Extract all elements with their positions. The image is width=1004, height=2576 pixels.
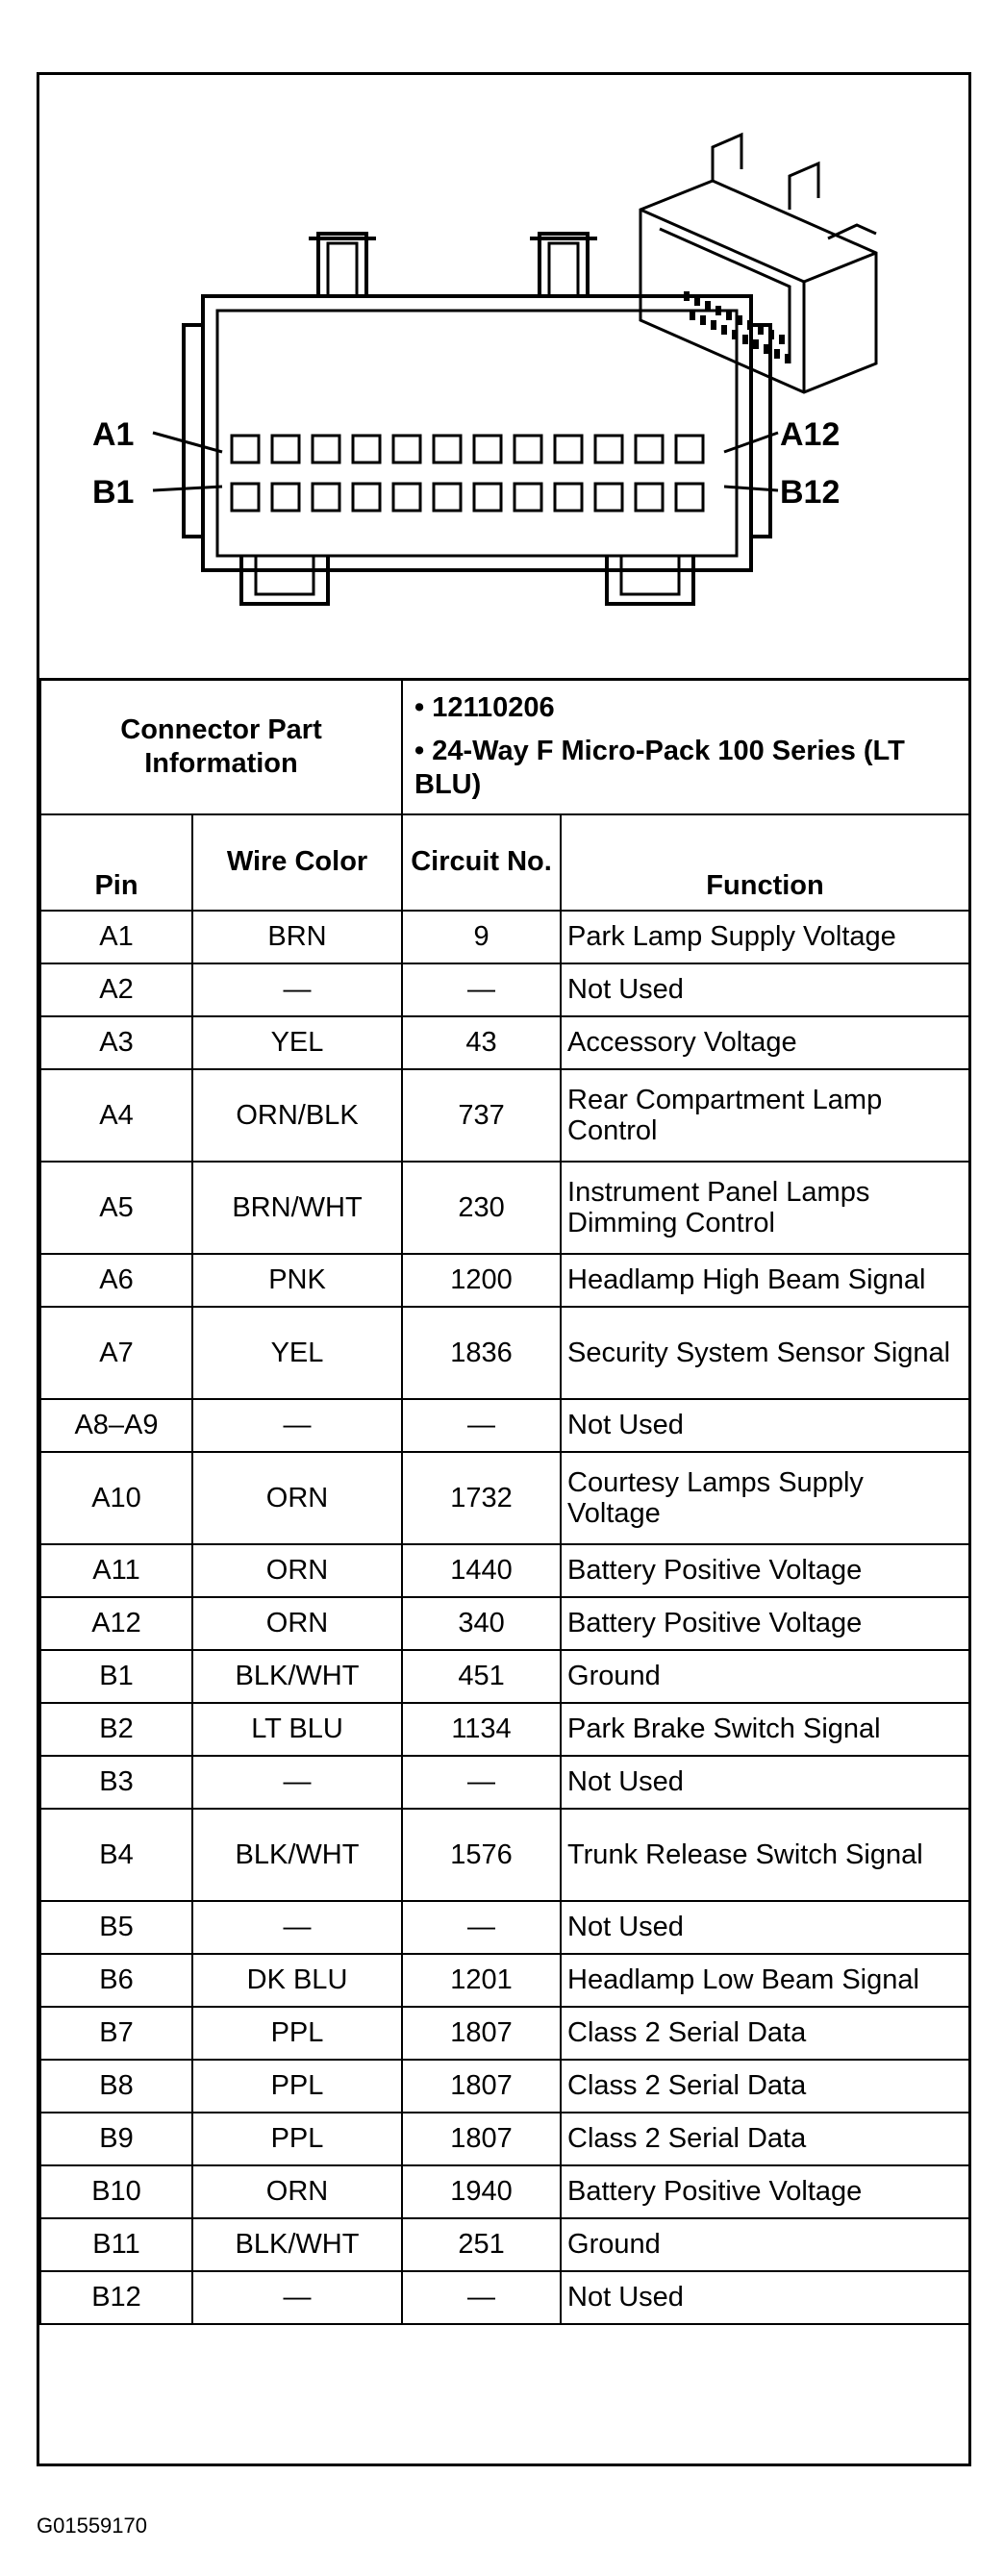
pin-cavity	[232, 436, 259, 463]
cell-wire-color: BLK/WHT	[192, 1809, 402, 1901]
connector-diagram	[39, 75, 968, 681]
connector-pinout-table	[39, 678, 970, 2325]
connector-face-drawing	[39, 75, 968, 678]
cell-function: Ground	[561, 2218, 969, 2271]
cell-pin: B10	[40, 2165, 192, 2218]
cell-function: Security System Sensor Signal	[561, 1307, 969, 1399]
iso-pin-cavity	[779, 335, 785, 344]
table-row	[40, 1069, 969, 1162]
iso-pin-cavity	[764, 344, 769, 354]
iso-pin-cavity	[726, 311, 732, 320]
table-row	[40, 1399, 969, 1452]
cell-wire-color: BRN/WHT	[192, 1162, 402, 1254]
cell-wire-color: PPL	[192, 2060, 402, 2113]
cell-pin: A7	[40, 1307, 192, 1399]
cell-circuit-no: 1201	[402, 1954, 561, 2007]
cell-wire-color: —	[192, 1399, 402, 1452]
table-row	[40, 1954, 969, 2007]
pin-label-b12: B12	[780, 474, 841, 511]
pin-label-b1: B1	[92, 474, 135, 511]
cell-circuit-no: 1807	[402, 2113, 561, 2165]
cell-pin: A10	[40, 1452, 192, 1544]
pin-cavity	[636, 436, 663, 463]
figure-id: G01559170	[37, 2513, 147, 2538]
pin-cavity	[595, 436, 622, 463]
cell-function: Not Used	[561, 2271, 969, 2324]
table-row	[40, 2007, 969, 2060]
cell-pin: B5	[40, 1901, 192, 1954]
cell-circuit-no: 230	[402, 1162, 561, 1254]
iso-pin-cavity	[700, 315, 706, 325]
pin-cavity	[515, 436, 541, 463]
cell-wire-color: LT BLU	[192, 1703, 402, 1756]
table-row	[40, 1809, 969, 1901]
pin-cavity	[595, 484, 622, 511]
cell-wire-color: —	[192, 1756, 402, 1809]
pin-cavity	[393, 436, 420, 463]
cell-wire-color: DK BLU	[192, 1954, 402, 2007]
cell-function: Battery Positive Voltage	[561, 2165, 969, 2218]
iso-pin-cavity	[705, 301, 711, 311]
cell-function: Park Lamp Supply Voltage	[561, 911, 969, 963]
pin-cavity	[313, 436, 339, 463]
connector-part-number: • 12110206	[414, 692, 555, 724]
cell-circuit-no: 251	[402, 2218, 561, 2271]
cell-pin: A12	[40, 1597, 192, 1650]
cell-function: Not Used	[561, 963, 969, 1016]
cell-wire-color: —	[192, 1901, 402, 1954]
pin-cavity	[272, 484, 299, 511]
cell-pin: A6	[40, 1254, 192, 1307]
iso-pin-cavity	[737, 315, 742, 325]
table-row	[40, 1254, 969, 1307]
table-row	[40, 911, 969, 963]
pin-cavity	[272, 436, 299, 463]
table-row	[40, 1756, 969, 1809]
pin-cavity	[676, 436, 703, 463]
cell-pin: B11	[40, 2218, 192, 2271]
cell-function: Ground	[561, 1650, 969, 1703]
table-row	[40, 1016, 969, 1069]
cell-wire-color: —	[192, 2271, 402, 2324]
table-header-row	[40, 814, 969, 911]
cell-circuit-no: 9	[402, 911, 561, 963]
cell-circuit-no: 1807	[402, 2060, 561, 2113]
cell-circuit-no: 43	[402, 1016, 561, 1069]
pin-label-a12: A12	[780, 416, 841, 453]
table-row	[40, 1901, 969, 1954]
cell-function: Not Used	[561, 1901, 969, 1954]
cell-pin: A1	[40, 911, 192, 963]
cell-wire-color: ORN/BLK	[192, 1069, 402, 1162]
pin-cavity	[555, 484, 582, 511]
pin-cavity	[474, 484, 501, 511]
table-row	[40, 1307, 969, 1399]
cell-circuit-no: —	[402, 1901, 561, 1954]
cell-pin: A5	[40, 1162, 192, 1254]
iso-pin-cavity	[694, 296, 700, 306]
pin-cavity	[555, 436, 582, 463]
header-circuit-no: Circuit No.	[402, 814, 561, 911]
cell-circuit-no: 1134	[402, 1703, 561, 1756]
cell-function: Class 2 Serial Data	[561, 2113, 969, 2165]
cell-wire-color: ORN	[192, 1544, 402, 1597]
cell-circuit-no: 1807	[402, 2007, 561, 2060]
cell-circuit-no: 1940	[402, 2165, 561, 2218]
cell-wire-color: PPL	[192, 2113, 402, 2165]
table-row	[40, 1597, 969, 1650]
cell-pin: B3	[40, 1756, 192, 1809]
cell-pin: B6	[40, 1954, 192, 2007]
iso-pin-cavity	[747, 320, 753, 330]
table-row	[40, 2271, 969, 2324]
cell-circuit-no: 1200	[402, 1254, 561, 1307]
iso-pin-cavity	[690, 311, 695, 320]
cell-pin: B7	[40, 2007, 192, 2060]
cell-function: Not Used	[561, 1399, 969, 1452]
cell-wire-color: ORN	[192, 2165, 402, 2218]
iso-pin-cavity	[774, 349, 780, 359]
cell-function: Courtesy Lamps Supply Voltage	[561, 1452, 969, 1544]
table-row	[40, 2165, 969, 2218]
cell-pin: A2	[40, 963, 192, 1016]
table-row	[40, 1162, 969, 1254]
cell-circuit-no: 451	[402, 1650, 561, 1703]
cell-circuit-no: —	[402, 963, 561, 1016]
cell-function: Headlamp Low Beam Signal	[561, 1954, 969, 2007]
cell-wire-color: ORN	[192, 1452, 402, 1544]
cell-pin: B2	[40, 1703, 192, 1756]
pin-cavity	[434, 436, 461, 463]
cell-pin: B4	[40, 1809, 192, 1901]
iso-pin-cavity	[768, 330, 774, 339]
pin-label-a1: A1	[92, 416, 135, 453]
cell-function: Trunk Release Switch Signal	[561, 1809, 969, 1901]
cell-function: Headlamp High Beam Signal	[561, 1254, 969, 1307]
cell-wire-color: BLK/WHT	[192, 2218, 402, 2271]
cell-pin: A8–A9	[40, 1399, 192, 1452]
iso-pin-cavity	[785, 354, 791, 363]
cell-wire-color: BRN	[192, 911, 402, 963]
cell-circuit-no: 1576	[402, 1809, 561, 1901]
pin-cavity	[515, 484, 541, 511]
connector-description: • 24-Way F Micro-Pack 100 Series (LT BLU)	[414, 736, 905, 800]
table-row	[40, 2113, 969, 2165]
cell-function: Instrument Panel Lamps Dimming Control	[561, 1162, 969, 1254]
cell-wire-color: BLK/WHT	[192, 1650, 402, 1703]
iso-pin-cavity	[753, 339, 759, 349]
header-function: Function	[561, 814, 969, 911]
cell-function: Battery Positive Voltage	[561, 1597, 969, 1650]
pin-cavity	[474, 436, 501, 463]
cell-circuit-no: —	[402, 1399, 561, 1452]
connector-document	[37, 72, 971, 2466]
table-row	[40, 1703, 969, 1756]
pin-cavity	[353, 436, 380, 463]
table-row	[40, 2060, 969, 2113]
table-row	[40, 1452, 969, 1544]
header-wire-color: Wire Color	[192, 814, 402, 911]
header-pin: Pin	[40, 814, 192, 911]
iso-pin-cavity	[721, 325, 727, 335]
pin-cavity	[636, 484, 663, 511]
cell-pin: B12	[40, 2271, 192, 2324]
cell-pin: A11	[40, 1544, 192, 1597]
iso-pin-cavity	[715, 306, 721, 315]
table-row	[40, 1544, 969, 1597]
iso-pin-cavity	[684, 291, 690, 301]
cell-function: Not Used	[561, 1756, 969, 1809]
iso-pin-cavity	[732, 330, 738, 339]
cell-function: Rear Compartment Lamp Control	[561, 1069, 969, 1162]
cell-wire-color: —	[192, 963, 402, 1016]
connector-info-row	[40, 679, 969, 814]
table-row	[40, 2218, 969, 2271]
cell-pin: B1	[40, 1650, 192, 1703]
pin-cavity	[393, 484, 420, 511]
cell-function: Class 2 Serial Data	[561, 2060, 969, 2113]
cell-wire-color: YEL	[192, 1016, 402, 1069]
cell-circuit-no: 1440	[402, 1544, 561, 1597]
cell-function: Battery Positive Voltage	[561, 1544, 969, 1597]
connector-info-title: Connector Part Information	[40, 679, 402, 814]
table-row	[40, 1650, 969, 1703]
iso-pin-cavity	[711, 320, 716, 330]
cell-circuit-no: —	[402, 1756, 561, 1809]
cell-circuit-no: 737	[402, 1069, 561, 1162]
cell-wire-color: YEL	[192, 1307, 402, 1399]
table-row	[40, 963, 969, 1016]
pin-cavity	[353, 484, 380, 511]
pin-cavity	[313, 484, 339, 511]
pin-cavity	[434, 484, 461, 511]
cell-circuit-no: 1836	[402, 1307, 561, 1399]
cell-function: Accessory Voltage	[561, 1016, 969, 1069]
iso-pin-cavity	[758, 325, 764, 335]
connector-info-details	[402, 679, 969, 814]
connector-isometric-icon	[640, 135, 876, 392]
cell-circuit-no: —	[402, 2271, 561, 2324]
cell-wire-color: PNK	[192, 1254, 402, 1307]
cell-wire-color: ORN	[192, 1597, 402, 1650]
cell-pin: B9	[40, 2113, 192, 2165]
cell-function: Class 2 Serial Data	[561, 2007, 969, 2060]
cell-pin: A3	[40, 1016, 192, 1069]
cell-wire-color: PPL	[192, 2007, 402, 2060]
cell-pin: A4	[40, 1069, 192, 1162]
cell-function: Park Brake Switch Signal	[561, 1703, 969, 1756]
iso-pin-cavity	[742, 335, 748, 344]
cell-pin: B8	[40, 2060, 192, 2113]
pin-cavity	[676, 484, 703, 511]
cell-circuit-no: 340	[402, 1597, 561, 1650]
pin-cavity	[232, 484, 259, 511]
cell-circuit-no: 1732	[402, 1452, 561, 1544]
